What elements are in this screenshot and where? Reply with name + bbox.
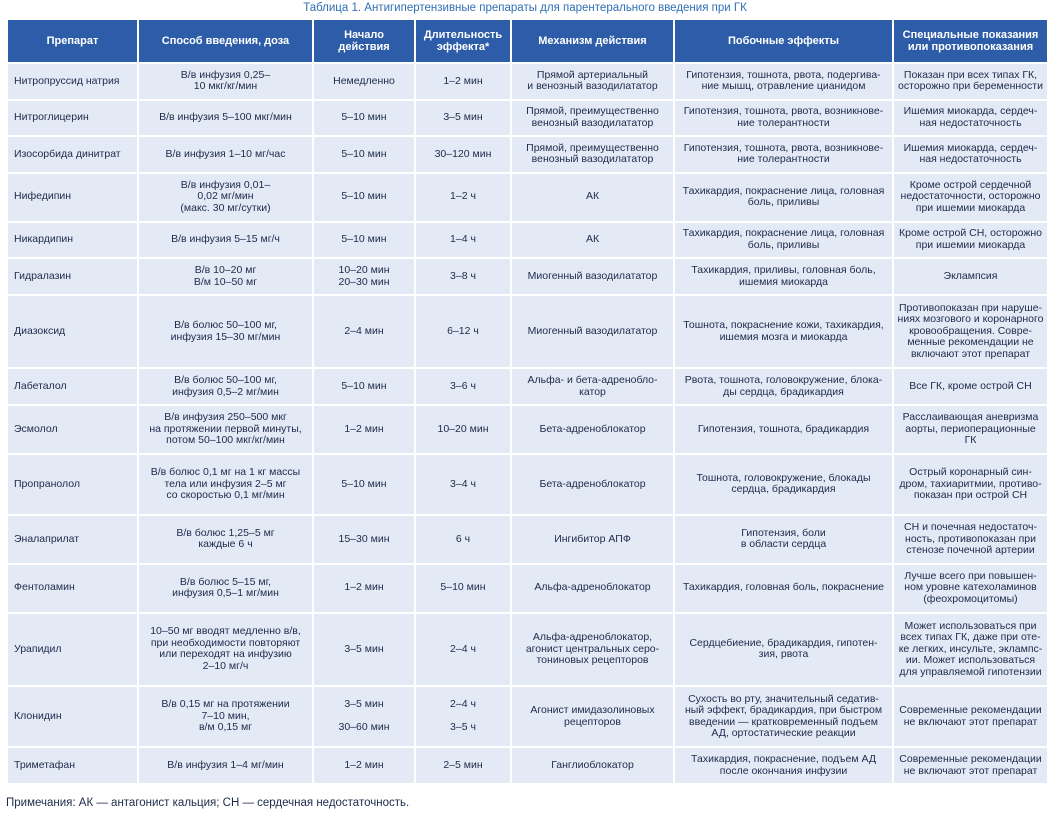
cell-special: Ишемия миокарда, сердеч- ная недостаточность [894,137,1047,172]
cell-special: СН и почечная недостаточ- ность, противопоказан при стенозе почечной артерии [894,516,1047,563]
header-row [8,20,1047,62]
cell-duration: 30–120 мин [416,137,510,172]
cell-drug-name: Урапидил [8,614,137,685]
drug-table [6,18,1049,785]
cell-special: Противопоказан при наруше- ниях мозгового и коронарного кровообращения. Совре- менные рекомендации не включают этот препарат [894,296,1047,367]
table-row [8,455,1047,514]
cell-dose: В/в инфузия 250–500 мкг на протяжении первой минуты, потом 50–100 мкг/кг/мин [139,406,312,453]
cell-mechanism: АК [512,174,673,221]
table-row [8,406,1047,453]
cell-onset: 5–10 мин [314,174,414,221]
cell-mechanism: Прямой, преимущественно венозный вазодилататор [512,137,673,172]
cell-special: Кроме острой СН, осторожно при ишемии миокарда [894,223,1047,258]
table-row [8,369,1047,404]
cell-onset: 1–2 мин [314,565,414,612]
cell-duration: 3–4 ч [416,455,510,514]
cell-side-effects: Сердцебиение, брадикардия, гипотен- зия, рвота [675,614,892,685]
cell-duration: 1–4 ч [416,223,510,258]
cell-mechanism: Ингибитор АПФ [512,516,673,563]
cell-onset: 5–10 мин [314,369,414,404]
cell-side-effects: Тошнота, головокружение, блокады сердца, брадикардия [675,455,892,514]
cell-side-effects: Сухость во рту, значительный седатив- ный эффект, брадикардия, при быстром введении — кратковременный подъем АД, ортостатические реакции [675,687,892,746]
cell-mechanism: Альфа- и бета-адреноблo- катор [512,369,673,404]
cell-onset: 1–2 мин [314,406,414,453]
cell-duration: 6 ч [416,516,510,563]
cell-drug-name: Нифедипин [8,174,137,221]
table-row [8,259,1047,294]
cell-onset: 5–10 мин [314,455,414,514]
header-mechanism: Механизм действия [512,20,673,62]
cell-special: Расслаивающая аневризма аорты, периоперационные ГК [894,406,1047,453]
cell-onset: 2–4 мин [314,296,414,367]
cell-drug-name: Диазоксид [8,296,137,367]
cell-drug-name: Нитроглицерин [8,101,137,136]
cell-dose: В/в болюс 1,25–5 мг каждые 6 ч [139,516,312,563]
cell-special: Ишемия миокарда, сердеч- ная недостаточность [894,101,1047,136]
table-row [8,565,1047,612]
table-row [8,687,1047,746]
cell-dose: В/в болюс 0,1 мг на 1 кг массы тела или инфузия 2–5 мг со скоростью 0,1 мг/мин [139,455,312,514]
cell-onset: 15–30 мин [314,516,414,563]
cell-dose: В/в болюс 50–100 мг, инфузия 15–30 мг/мин [139,296,312,367]
cell-side-effects: Гипотензия, боли в области сердца [675,516,892,563]
cell-special: Все ГК, кроме острой СН [894,369,1047,404]
cell-special: Кроме острой сердечной недостаточности, осторожно при ишемии миокарда [894,174,1047,221]
cell-drug-name: Фентоламин [8,565,137,612]
cell-dose: В/в 10–20 мг В/м 10–50 мг [139,259,312,294]
cell-duration: 2–4 ч [416,614,510,685]
cell-dose: В/в инфузия 1–10 мг/час [139,137,312,172]
cell-side-effects: Тошнота, покраснение кожи, тахикардия, ишемия мозга и миокарда [675,296,892,367]
cell-side-effects: Тахикардия, головная боль, покраснение [675,565,892,612]
cell-drug-name: Эналаприлат [8,516,137,563]
cell-dose: В/в инфузия 1–4 мг/мин [139,748,312,783]
cell-dose: В/в инфузия 5–15 мг/ч [139,223,312,258]
cell-mechanism: Прямой, преимущественно венозный вазодилататор [512,101,673,136]
cell-side-effects: Гипотензия, тошнота, рвота, возникнове- ние толерантности [675,101,892,136]
cell-drug-name: Изосорбида динитрат [8,137,137,172]
cell-special: Эклампсия [894,259,1047,294]
cell-mechanism: Ганглиоблокатор [512,748,673,783]
header-drug: Препарат [8,20,137,62]
cell-duration: 1–2 мин [416,64,510,99]
cell-special: Современные рекомендации не включают этот препарат [894,748,1047,783]
cell-dose: В/в болюс 5–15 мг, инфузия 0,5–1 мг/мин [139,565,312,612]
cell-onset: 5–10 мин [314,137,414,172]
cell-drug-name: Лабеталол [8,369,137,404]
cell-side-effects: Тахикардия, покраснение, подъем АД после окончания инфузии [675,748,892,783]
cell-dose: 10–50 мг вводят медленно в/в, при необходимости повторяют или переходят на инфузию 2–10 мг/ч [139,614,312,685]
cell-onset: 5–10 мин [314,101,414,136]
table-row [8,614,1047,685]
cell-duration: 5–10 мин [416,565,510,612]
cell-drug-name: Гидралазин [8,259,137,294]
cell-onset: 5–10 мин [314,223,414,258]
cell-duration: 1–2 ч [416,174,510,221]
table-row [8,296,1047,367]
header-duration: Длительность эффекта* [416,20,510,62]
table-row [8,64,1047,99]
cell-mechanism: Бета-адреноблокатор [512,455,673,514]
table-caption: Таблица 1. Антигипертензивные препараты для парентерального введения при ГК [303,2,747,14]
table-footnote: Примечания: АК — антагонист кальция; СН — сердечная недостаточность. [6,797,410,809]
cell-side-effects: Гипотензия, тошнота, рвота, возникнове- ние толерантности [675,137,892,172]
cell-duration: 3–6 ч [416,369,510,404]
cell-drug-name: Эсмолол [8,406,137,453]
cell-dose: В/в инфузия 0,25– 10 мкг/кг/мин [139,64,312,99]
table-row [8,101,1047,136]
cell-duration: 10–20 мин [416,406,510,453]
cell-mechanism: Бета-адреноблокатор [512,406,673,453]
table-row [8,137,1047,172]
header-side-effects: Побочные эффекты [675,20,892,62]
cell-drug-name: Пропранолол [8,455,137,514]
cell-mechanism: Альфа-адреноблокатор [512,565,673,612]
cell-special: Острый коронарный син- дром, тахиаритмии, противо- показан при острой СН [894,455,1047,514]
table-row [8,223,1047,258]
header-special: Специальные показания или противопоказания [894,20,1047,62]
cell-duration: 2–4 ч 3–5 ч [416,687,510,746]
cell-mechanism: Миогенный вазодилататор [512,259,673,294]
cell-drug-name: Никардипин [8,223,137,258]
cell-duration: 6–12 ч [416,296,510,367]
cell-onset: Немедленно [314,64,414,99]
cell-dose: В/в 0,15 мг на протяжении 7–10 мин, в/м 0,15 мг [139,687,312,746]
cell-mechanism: Прямой артериальный и венозный вазодилататор [512,64,673,99]
cell-mechanism: Агонист имидазолиновых рецепторов [512,687,673,746]
cell-duration: 3–5 мин [416,101,510,136]
header-onset: Начало действия [314,20,414,62]
table-row [8,516,1047,563]
cell-side-effects: Гипотензия, тошнота, брадикардия [675,406,892,453]
cell-side-effects: Рвота, тошнота, головокружение, блока- ды сердца, брадикардия [675,369,892,404]
cell-side-effects: Тахикардия, покраснение лица, головная боль, приливы [675,174,892,221]
cell-special: Может использоваться при всех типах ГК, даже при оте- ке легких, инсульте, эклампс- ии. Может использоваться для управляемой гипотензии [894,614,1047,685]
cell-side-effects: Гипотензия, тошнота, рвота, подергива- ние мышц, отравление цианидом [675,64,892,99]
cell-mechanism: Альфа-адреноблокатор, агонист центральных серо- тониновых рецепторов [512,614,673,685]
cell-special: Лучше всего при повышен- ном уровне катехоламинов (феохромоцитомы) [894,565,1047,612]
table-row [8,748,1047,783]
cell-dose: В/в болюс 50–100 мг, инфузия 0,5–2 мг/мин [139,369,312,404]
cell-onset: 1–2 мин [314,748,414,783]
cell-drug-name: Клонидин [8,687,137,746]
cell-special: Показан при всех типах ГК, осторожно при беременности [894,64,1047,99]
cell-dose: В/в инфузия 5–100 мкг/мин [139,101,312,136]
table-row [8,174,1047,221]
cell-onset: 3–5 мин 30–60 мин [314,687,414,746]
cell-mechanism: Миогенный вазодилататор [512,296,673,367]
cell-duration: 2–5 мин [416,748,510,783]
cell-drug-name: Нитропруссид натрия [8,64,137,99]
cell-mechanism: АК [512,223,673,258]
cell-side-effects: Тахикардия, покраснение лица, головная боль, приливы [675,223,892,258]
cell-duration: 3–8 ч [416,259,510,294]
cell-side-effects: Тахикардия, приливы, головная боль, ишемия миокарда [675,259,892,294]
cell-onset: 3–5 мин [314,614,414,685]
header-dose: Способ введения, доза [139,20,312,62]
cell-special: Современные рекомендации не включают этот препарат [894,687,1047,746]
cell-dose: В/в инфузия 0,01– 0,02 мг/мин (макс. 30 мг/сутки) [139,174,312,221]
cell-onset: 10–20 мин 20–30 мин [314,259,414,294]
cell-drug-name: Триметафан [8,748,137,783]
